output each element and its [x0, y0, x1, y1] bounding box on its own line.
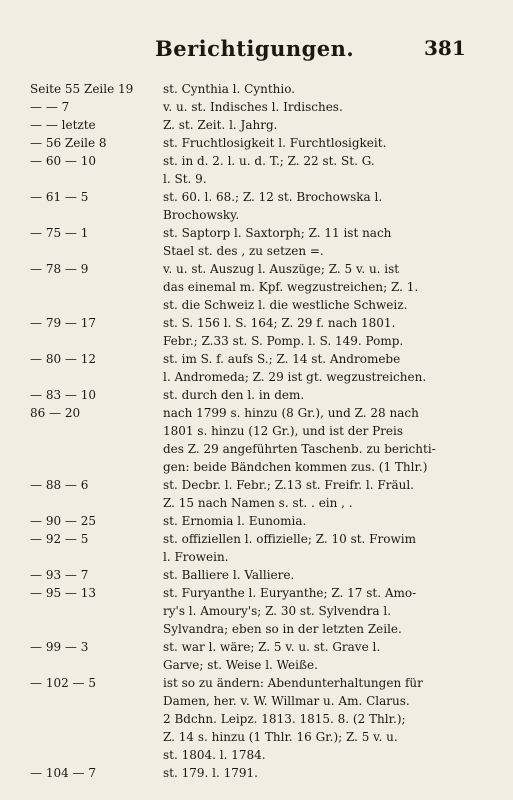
- entry-location: — 80 — 12: [30, 352, 96, 366]
- correction-entry: [0, 152, 513, 188]
- entry-first-line: [0, 566, 513, 584]
- correction-entry: [0, 476, 513, 512]
- entry-correction-text: gen: beide Bändchen kommen zus. (1 Thlr.): [163, 460, 428, 474]
- entry-continuation-line: [0, 602, 513, 620]
- entry-first-line: [0, 530, 513, 548]
- entry-location: — 99 — 3: [30, 640, 89, 654]
- entry-location: Seite 55 Zeile 19: [30, 82, 134, 96]
- entry-first-line: [0, 224, 513, 242]
- correction-entry: [0, 188, 513, 224]
- entry-correction-text: l. St. 9.: [163, 172, 207, 186]
- entry-first-line: [0, 80, 513, 98]
- correction-entry: [0, 134, 513, 152]
- entry-first-line: [0, 674, 513, 692]
- entry-correction-text: st. Cynthia l. Cynthio.: [163, 82, 296, 96]
- entry-correction-text: st. die Schweiz l. die westliche Schweiz.: [163, 298, 408, 312]
- correction-entry: [0, 314, 513, 350]
- entry-continuation-line: [0, 692, 513, 710]
- entry-continuation-line: [0, 440, 513, 458]
- entry-first-line: [0, 134, 513, 152]
- entry-location: — 61 — 5: [30, 190, 89, 204]
- entry-location: — — 7: [30, 100, 70, 114]
- entry-correction-text: st. Decbr. l. Febr.; Z.13 st. Freifr. l. Fräul.: [163, 478, 414, 492]
- entry-continuation-line: [0, 458, 513, 476]
- entry-correction-text: ry's l. Amoury's; Z. 30 st. Sylvendra l.: [163, 604, 392, 618]
- entry-correction-text: Stael st. des , zu setzen =.: [163, 244, 324, 258]
- entry-location: — 79 — 17: [30, 316, 96, 330]
- entry-location: — 75 — 1: [30, 226, 89, 240]
- correction-entry: [0, 98, 513, 116]
- entry-correction-text: Z. st. Zeit. l. Jahrg.: [163, 118, 278, 132]
- entry-correction-text: st. im S. f. aufs S.; Z. 14 st. Andromebe: [163, 352, 401, 366]
- entry-correction-text: l. Andromeda; Z. 29 ist gt. wegzustreichen.: [163, 370, 427, 384]
- entry-continuation-line: [0, 656, 513, 674]
- entry-correction-text: st. Fruchtlosigkeit l. Furchtlosigkeit.: [163, 136, 387, 150]
- entry-first-line: [0, 314, 513, 332]
- entry-correction-text: st. 179. l. 1791.: [163, 766, 258, 780]
- entry-correction-text: st. 60. l. 68.; Z. 12 st. Brochowska l.: [163, 190, 383, 204]
- entry-first-line: [0, 152, 513, 170]
- entry-correction-text: st. war l. wäre; Z. 5 v. u. st. Grave l.: [163, 640, 381, 654]
- entry-first-line: [0, 188, 513, 206]
- entry-location: — 60 — 10: [30, 154, 96, 168]
- entry-continuation-line: [0, 368, 513, 386]
- entry-correction-text: Sylvandra; eben so in der letzten Zeile.: [163, 622, 402, 636]
- entry-continuation-line: [0, 746, 513, 764]
- entry-location: 86 — 20: [30, 406, 81, 420]
- entry-correction-text: Brochowsky.: [163, 208, 240, 222]
- entry-correction-text: v. u. st. Indisches l. Irdisches.: [163, 100, 343, 114]
- entry-continuation-line: [0, 296, 513, 314]
- entry-location: — 93 — 7: [30, 568, 89, 582]
- entry-first-line: [0, 404, 513, 422]
- entry-location: — 88 — 6: [30, 478, 89, 492]
- entry-correction-text: Z. 14 s. hinzu (1 Thlr. 16 Gr.); Z. 5 v. u.: [163, 730, 398, 744]
- correction-entry: [0, 80, 513, 98]
- entry-first-line: [0, 584, 513, 602]
- entry-continuation-line: [0, 548, 513, 566]
- correction-entry: [0, 404, 513, 476]
- entry-continuation-line: [0, 242, 513, 260]
- entry-correction-text: st. Ernomia l. Eunomia.: [163, 514, 307, 528]
- correction-entry: [0, 386, 513, 404]
- page-title: Berichtigungen.: [155, 36, 355, 61]
- entry-correction-text: des Z. 29 angeführten Taschenb. zu berichti-: [163, 442, 436, 456]
- entry-correction-text: 1801 s. hinzu (12 Gr.), und ist der Preis: [163, 424, 404, 438]
- entry-first-line: [0, 98, 513, 116]
- entry-location: — 90 — 25: [30, 514, 96, 528]
- entry-first-line: [0, 638, 513, 656]
- correction-entry: [0, 584, 513, 638]
- entry-first-line: [0, 260, 513, 278]
- entry-correction-text: l. Frowein.: [163, 550, 229, 564]
- entry-location: — 78 — 9: [30, 262, 89, 276]
- entry-correction-text: st. 1804. l. 1784.: [163, 748, 266, 762]
- entry-continuation-line: [0, 710, 513, 728]
- entry-correction-text: Damen, her. v. W. Willmar u. Am. Clarus.: [163, 694, 410, 708]
- entry-correction-text: st. Balliere l. Valliere.: [163, 568, 295, 582]
- entry-continuation-line: [0, 494, 513, 512]
- entry-correction-text: Z. 15 nach Namen s. st. . ein , .: [163, 496, 353, 510]
- entry-correction-text: st. durch den l. in dem.: [163, 388, 305, 402]
- entry-correction-text: v. u. st. Auszug l. Auszüge; Z. 5 v. u. ist: [163, 262, 400, 276]
- entry-correction-text: st. offiziellen l. offizielle; Z. 10 st. Frowim: [163, 532, 416, 546]
- entry-continuation-line: [0, 422, 513, 440]
- entry-correction-text: st. Furyanthe l. Euryanthe; Z. 17 st. Amo-: [163, 586, 417, 600]
- entry-continuation-line: [0, 278, 513, 296]
- entry-correction-text: st. in d. 2. l. u. d. T.; Z. 22 st. St. G.: [163, 154, 375, 168]
- entry-location: — 92 — 5: [30, 532, 89, 546]
- entry-location: — — letzte: [30, 118, 96, 132]
- entry-correction-text: Garve; st. Weise l. Weiße.: [163, 658, 318, 672]
- entry-first-line: [0, 512, 513, 530]
- correction-entry: [0, 260, 513, 314]
- corrections-list: [0, 80, 513, 782]
- page-number: 381: [424, 36, 466, 60]
- entry-correction-text: st. S. 156 l. S. 164; Z. 29 f. nach 1801.: [163, 316, 396, 330]
- entry-continuation-line: [0, 170, 513, 188]
- correction-entry: [0, 530, 513, 566]
- entry-location: — 56 Zeile 8: [30, 136, 107, 150]
- correction-entry: [0, 638, 513, 674]
- correction-entry: [0, 116, 513, 134]
- entry-correction-text: 2 Bdchn. Leipz. 1813. 1815. 8. (2 Thlr.);: [163, 712, 406, 726]
- entry-continuation-line: [0, 206, 513, 224]
- correction-entry: [0, 566, 513, 584]
- entry-first-line: [0, 386, 513, 404]
- page-header: [0, 36, 513, 66]
- entry-correction-text: ist so zu ändern: Abendunterhaltungen für: [163, 676, 423, 690]
- entry-location: — 104 — 7: [30, 766, 96, 780]
- entry-first-line: [0, 764, 513, 782]
- entry-location: — 83 — 10: [30, 388, 96, 402]
- entry-first-line: [0, 116, 513, 134]
- correction-entry: [0, 764, 513, 782]
- entry-continuation-line: [0, 620, 513, 638]
- entry-first-line: [0, 476, 513, 494]
- correction-entry: [0, 674, 513, 764]
- entry-correction-text: Febr.; Z.33 st. S. Pomp. l. S. 149. Pomp.: [163, 334, 404, 348]
- correction-entry: [0, 224, 513, 260]
- entry-continuation-line: [0, 332, 513, 350]
- entry-continuation-line: [0, 728, 513, 746]
- entry-first-line: [0, 350, 513, 368]
- entry-correction-text: st. Saptorp l. Saxtorph; Z. 11 ist nach: [163, 226, 392, 240]
- entry-location: — 95 — 13: [30, 586, 96, 600]
- correction-entry: [0, 512, 513, 530]
- entry-correction-text: das einemal m. Kpf. wegzustreichen; Z. 1.: [163, 280, 419, 294]
- entry-correction-text: nach 1799 s. hinzu (8 Gr.), und Z. 28 nach: [163, 406, 419, 420]
- correction-entry: [0, 350, 513, 386]
- entry-location: — 102 — 5: [30, 676, 96, 690]
